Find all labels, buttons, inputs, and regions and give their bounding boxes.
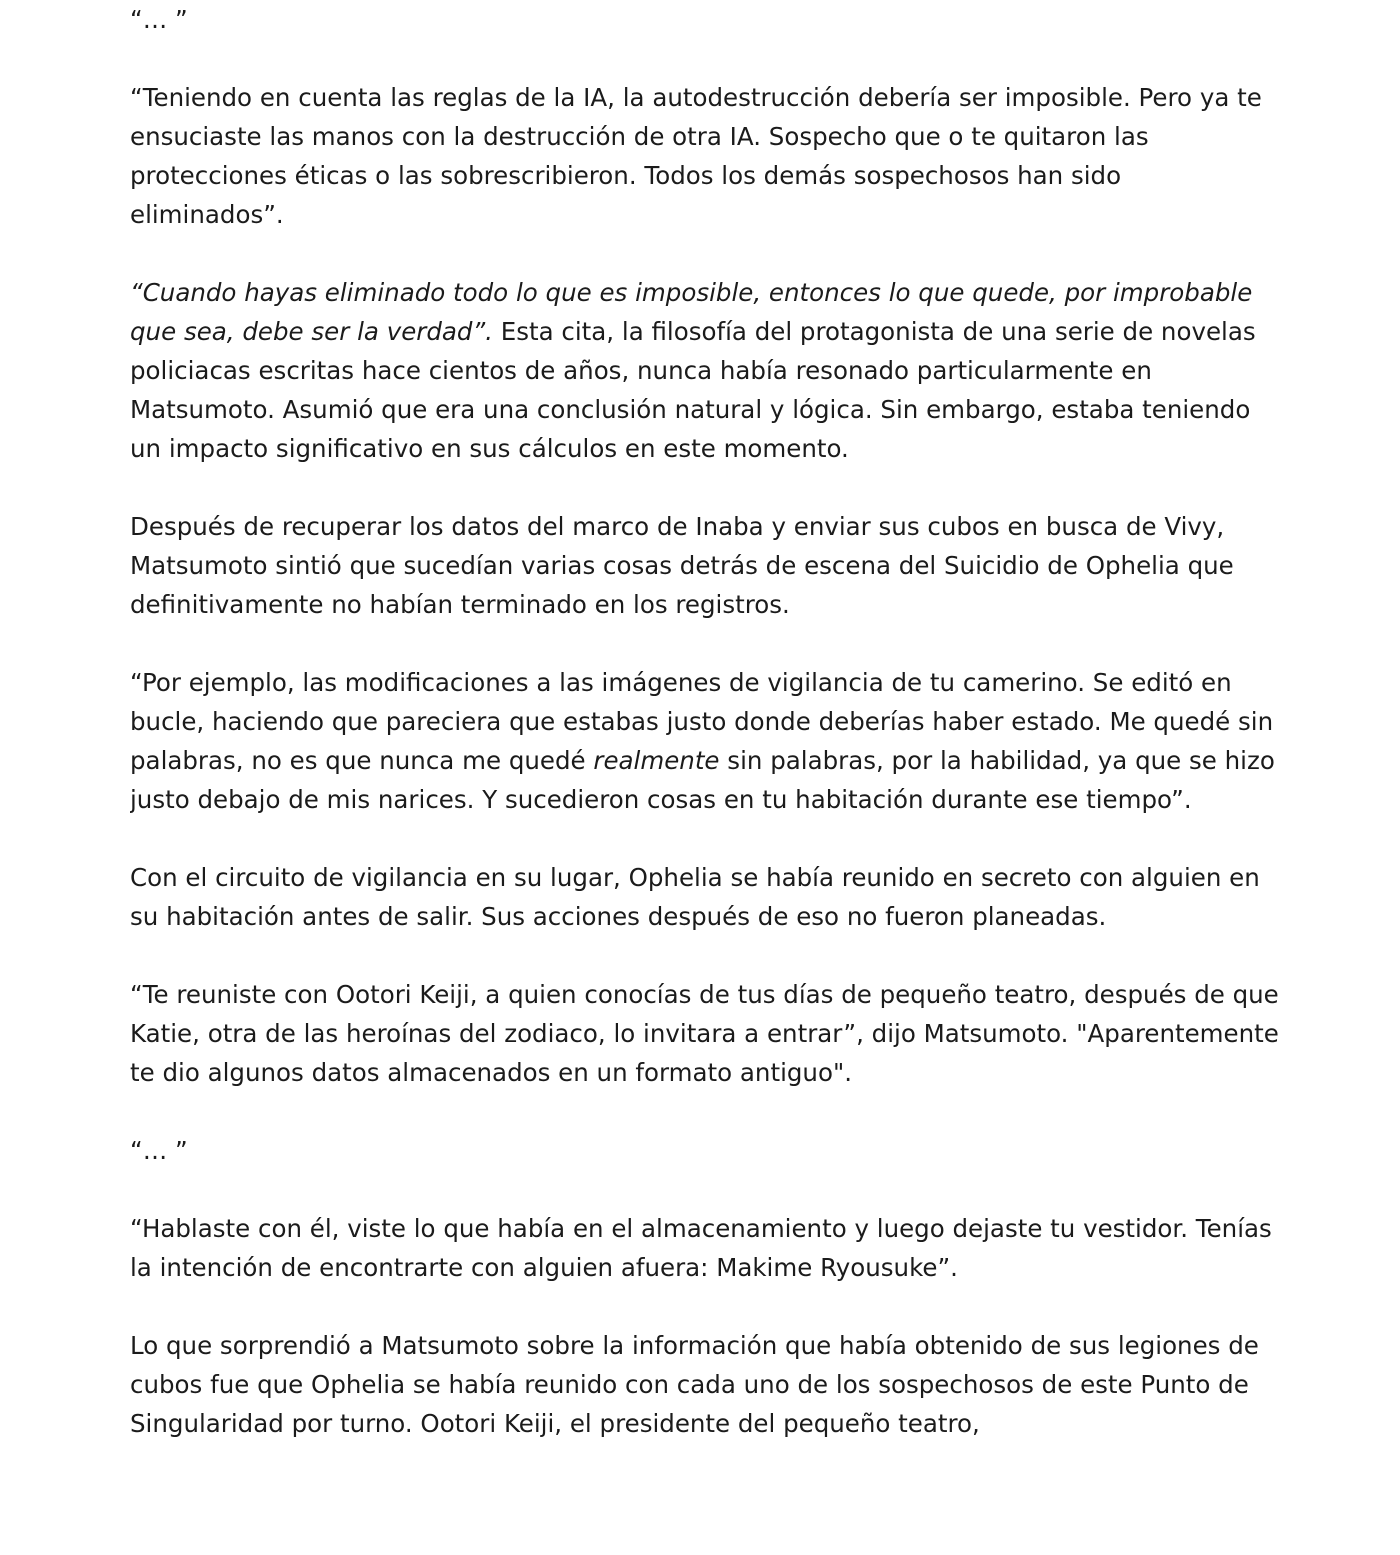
surveillance-after: sin palabras, por la habilidad, ya que se hizo justo debajo de mis narices. Y sucedieron cosas en tu habitación durante ese tiempo”. bbox=[130, 746, 1275, 814]
paragraph-quote bbox=[130, 273, 1280, 468]
paragraph-secret-meeting: Con el circuito de vigilancia en su lugar, Ophelia se había reunido en secreto con alguien en su habitación antes de salir. Sus acciones después de eso no fueron planeadas. bbox=[130, 863, 1260, 931]
surveillance-italic: realmente bbox=[593, 746, 720, 775]
surveillance-before: “Por ejemplo, las modificaciones a las imágenes de vigilancia de tu camerino. Se editó en bucle, haciendo que pareciera que estabas justo donde deberías haber estado. Me quedé sin palabras, no es que nunca me quedé bbox=[130, 668, 1274, 775]
paragraph-ai-rules: “Teniendo en cuenta las reglas de la IA, la autodestrucción debería ser imposible. Pero ya te ensuciaste las manos con la destrucción de otra IA. Sospecho que o te quitaron las protecciones éticas o las sobrescribieron. Todos los demás sospechosos han sido eliminados”. bbox=[130, 83, 1262, 229]
quote-italic: “Cuando hayas eliminado todo lo que es imposible, entonces lo que quede, por improbable que sea, debe ser la verdad”. bbox=[130, 278, 1253, 346]
paragraph-surveillance bbox=[130, 663, 1280, 819]
paragraph-ellipsis-2: “… ” bbox=[130, 1136, 188, 1165]
document-page bbox=[130, 0, 1280, 1555]
paragraph-makime: “Hablaste con él, viste lo que había en el almacenamiento y luego dejaste tu vestidor. Tenías la intención de encontrarte con alguien afuera: Makime Ryousuke”. bbox=[130, 1214, 1272, 1282]
paragraph-ellipsis-1: “… ” bbox=[130, 5, 188, 34]
quote-rest: Esta cita, la filosofía del protagonista de una serie de novelas policiacas escritas hace cientos de años, nunca había resonado particularmente en Matsumoto. Asumió que era una conclusión natural y lógica. Sin embargo, estaba teniendo un impacto significativo en sus cálculos en este momento. bbox=[130, 317, 1256, 463]
paragraph-ootori: “Te reuniste con Ootori Keiji, a quien conocías de tus días de pequeño teatro, después de que Katie, otra de las heroínas del zodiaco, lo invitara a entrar”, dijo Matsumoto. "Aparentemente te dio algunos datos almacenados en un formato antiguo". bbox=[130, 980, 1279, 1087]
paragraph-inaba-data: Después de recuperar los datos del marco de Inaba y enviar sus cubos en busca de Vivy, Matsumoto sintió que sucedían varias cosas detrás de escena del Suicidio de Ophelia que definitivamente no habían terminado en los registros. bbox=[130, 512, 1234, 619]
paragraph-suspects: Lo que sorprendió a Matsumoto sobre la información que había obtenido de sus legiones de cubos fue que Ophelia se había reunido con cada uno de los sospechosos de este Punto de Singularidad por turno. Ootori Keiji, el presidente del pequeño teatro, bbox=[130, 1331, 1259, 1438]
